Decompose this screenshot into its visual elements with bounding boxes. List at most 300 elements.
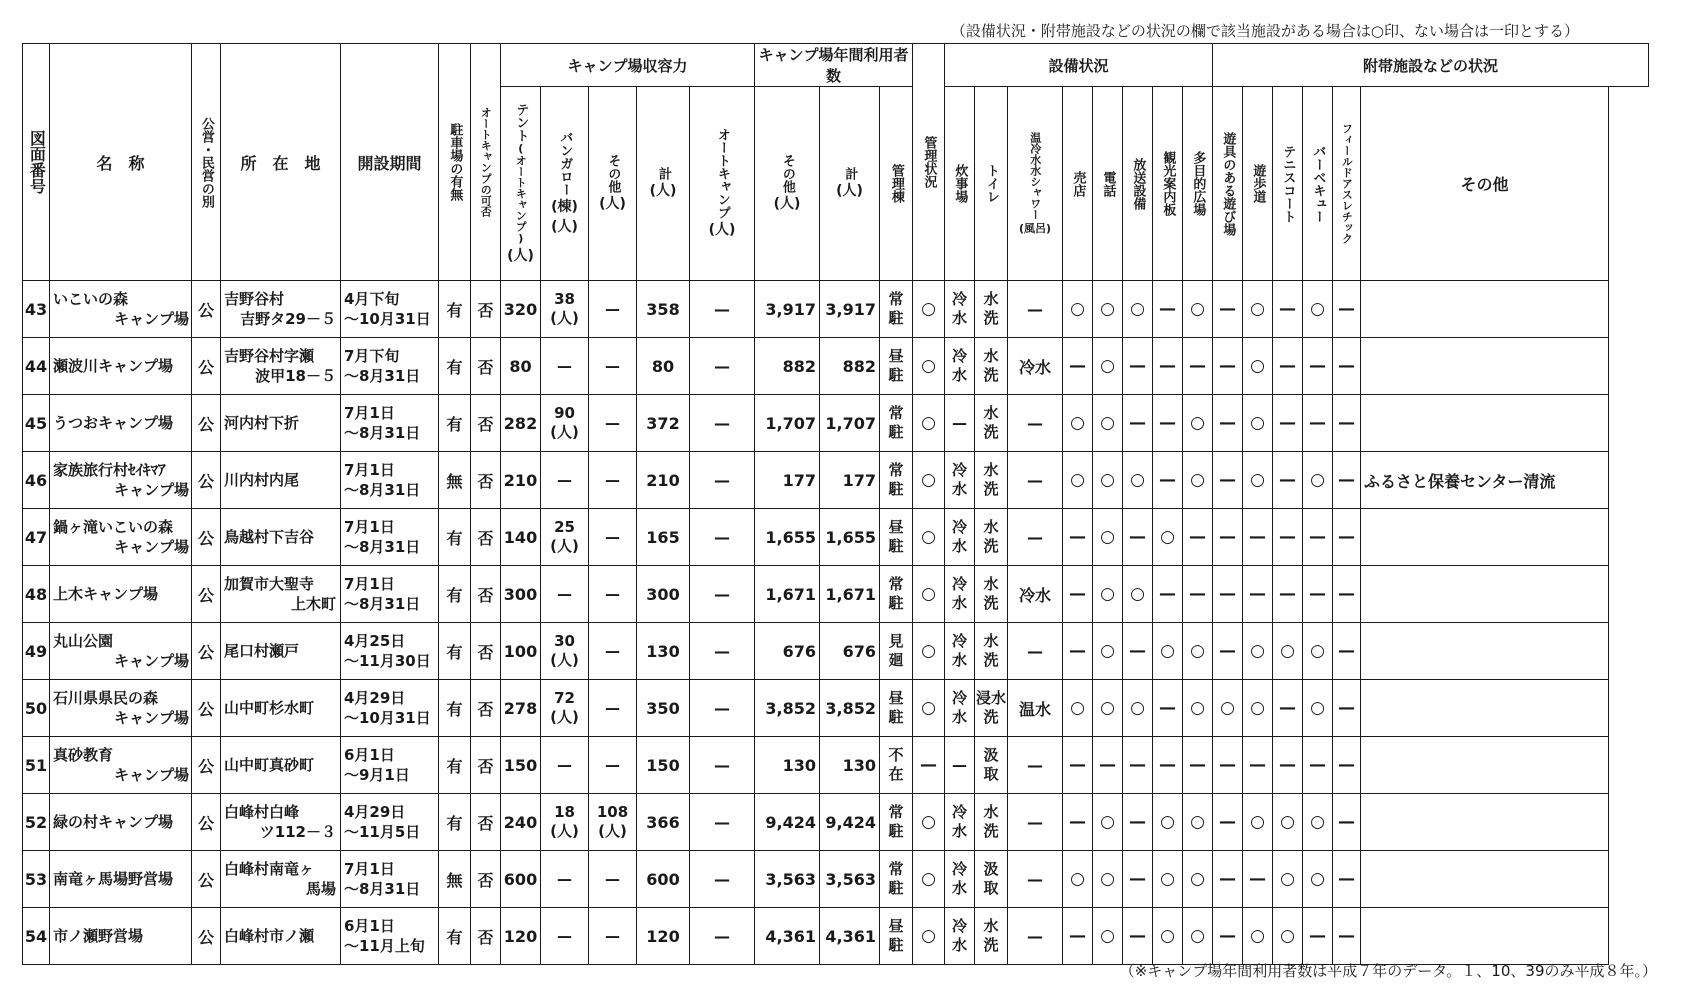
eq-phone-cell: ○ [1093,908,1123,965]
management-cell [880,509,913,566]
users-other-cell: 177 [755,452,820,509]
bungalow-capacity-cell-line: 30 [554,632,575,651]
bungalow-capacity-cell-line: — [557,356,572,375]
management-cell-line: 駐 [888,594,904,612]
bungalow-capacity-cell-line: — [557,470,572,489]
users-total-cell: 3,852 [820,680,880,737]
name-cell [50,281,192,338]
at-plaza-cell: ○ [1183,623,1213,680]
at-play-cell: ○ [1213,680,1243,737]
eq-toilet-cell [975,851,1008,908]
at-tennis-cell: — [1273,737,1303,794]
table-row [23,794,1649,851]
at-tennis-cell: ○ [1273,794,1303,851]
header-eq-pa: 放送設備 [1123,87,1153,281]
management-cell-line: 駐 [888,423,904,441]
other-capacity-cell-line: 108 [596,803,629,822]
location-cell [221,623,341,680]
at-info-cell: — [1153,737,1183,794]
eq-kitchen-cell [945,509,975,566]
bungalow-capacity-cell-line: — [557,869,572,888]
period-cell-line: 4月29日 [344,802,406,821]
at-play-cell: — [1213,908,1243,965]
table-header [23,44,1649,281]
at-play-cell: — [1213,509,1243,566]
at-athletic-cell: — [1333,794,1361,851]
eq-toilet-cell [975,794,1008,851]
location-cell-line: 吉野谷村字瀬 [224,346,315,365]
at-athletic-cell: — [1333,509,1361,566]
parking-cell: 無 [439,452,471,509]
total-capacity-cell: 165 [637,509,690,566]
eq-toilet-cell-line: 汲 [983,860,999,879]
eq-phone-cell: ○ [1093,395,1123,452]
header-eq-kitchen: 炊事場 [945,87,975,281]
eq-shop-cell: — [1063,566,1093,623]
header-at-bbq: バーベキュー [1303,87,1333,281]
location-cell-line: ツ112－３ [259,823,336,841]
at-play-cell: — [1213,737,1243,794]
map-no-cell: 51 [23,737,50,794]
users-total-cell: 3,563 [820,851,880,908]
eq-pa-cell: ○ [1123,281,1153,338]
name-cell [50,680,192,737]
at-tennis-cell: — [1273,680,1303,737]
eq-shop-cell: — [1063,509,1093,566]
header-at-other: その他 [1361,87,1609,281]
period-cell [341,566,439,623]
management-cell [880,281,913,338]
name-cell [50,509,192,566]
public-private-cell: 公 [192,395,221,452]
users-total-cell: 676 [820,623,880,680]
period-cell-line: ～10月31日 [344,709,431,727]
eq-toilet-cell-line: 水 [983,290,999,309]
management-cell [880,851,913,908]
at-tennis-cell: — [1273,281,1303,338]
management-cell-line: 駐 [888,822,904,840]
management-cell-line: 昼 [888,689,904,708]
parking-cell: 有 [439,281,471,338]
location-cell [221,737,341,794]
autocamp-cell: 否 [471,566,501,623]
period-cell [341,794,439,851]
management-cell [880,338,913,395]
at-plaza-cell: ○ [1183,395,1213,452]
period-cell [341,509,439,566]
at-path-cell: ○ [1243,623,1273,680]
eq-phone-cell: ○ [1093,281,1123,338]
at-other-cell [1361,908,1609,965]
users-auto-cell: — [690,281,755,338]
at-bbq-cell: ○ [1303,452,1333,509]
name-cell-line: 鍋ヶ滝いこいの森 [53,517,174,536]
total-capacity-cell: 358 [637,281,690,338]
total-capacity-cell: 210 [637,452,690,509]
other-capacity-cell [589,338,637,395]
table-row [23,680,1649,737]
eq-kitchen-cell-line: 水 [952,594,968,612]
other-capacity-cell-line: — [605,755,620,774]
eq-toilet-cell-line: 水 [983,461,999,480]
eq-pa-cell: — [1123,509,1153,566]
at-plaza-cell: ○ [1183,680,1213,737]
eq-kitchen-cell-line: 冷 [952,461,968,480]
at-athletic-cell: — [1333,737,1361,794]
public-private-cell: 公 [192,851,221,908]
users-auto-cell: — [690,509,755,566]
at-play-cell: — [1213,395,1243,452]
tent-capacity-cell: 240 [501,794,541,851]
period-cell-line: 7月下旬 [344,346,400,365]
at-path-cell: ○ [1243,452,1273,509]
campsite-table [22,43,1649,965]
location-cell [221,566,341,623]
eq-pa-cell: — [1123,737,1153,794]
at-bbq-cell: ○ [1303,281,1333,338]
location-cell-line: 山中町真砂町 [224,755,315,774]
period-cell-line: ～11月5日 [344,823,421,841]
eq-kitchen-cell-line: 水 [952,309,968,327]
parking-cell: 有 [439,794,471,851]
at-info-cell: — [1153,566,1183,623]
map-no-cell: 50 [23,680,50,737]
autocamp-cell: 否 [471,851,501,908]
at-path-cell: — [1243,566,1273,623]
period-cell-line: ～8月31日 [344,424,421,442]
period-cell-line: 7月1日 [344,460,395,479]
users-other-cell: 1,655 [755,509,820,566]
eq-toilet-cell-line: 水 [983,803,999,822]
tent-capacity-cell: 600 [501,851,541,908]
users-other-cell: 9,424 [755,794,820,851]
name-cell-line: キャンプ場 [113,310,189,328]
eq-office-cell: ○ [913,794,945,851]
eq-phone-cell: ○ [1093,452,1123,509]
eq-pa-cell: — [1123,908,1153,965]
table-row [23,623,1649,680]
at-other-cell [1361,281,1609,338]
at-play-cell: — [1213,566,1243,623]
location-cell-line: 波甲18－５ [255,367,336,385]
total-capacity-cell: 150 [637,737,690,794]
eq-kitchen-cell-line: 水 [952,366,968,384]
total-capacity-cell: 130 [637,623,690,680]
eq-kitchen-cell [945,623,975,680]
at-bbq-cell: ○ [1303,680,1333,737]
at-plaza-cell: ○ [1183,908,1213,965]
location-cell-line: 吉野谷村 [224,289,285,308]
tent-capacity-cell: 282 [501,395,541,452]
other-capacity-cell-line: — [605,926,620,945]
eq-kitchen-cell-line: 冷 [952,917,968,936]
at-plaza-cell: — [1183,566,1213,623]
period-cell-line: ～9月1日 [344,766,410,784]
other-capacity-cell [589,737,637,794]
eq-shop-cell: ○ [1063,851,1093,908]
bungalow-capacity-cell [541,509,589,566]
eq-toilet-cell [975,395,1008,452]
other-capacity-cell [589,281,637,338]
management-cell-line: 駐 [888,936,904,954]
bungalow-capacity-cell [541,680,589,737]
bungalow-capacity-cell [541,794,589,851]
eq-kitchen-cell-line: 冷 [952,632,968,651]
management-cell-line: 廻 [888,651,904,669]
management-cell-line: 常 [888,803,904,822]
at-athletic-cell: — [1333,395,1361,452]
total-capacity-cell: 366 [637,794,690,851]
management-cell [880,908,913,965]
at-tennis-cell: — [1273,452,1303,509]
eq-toilet-cell [975,908,1008,965]
users-total-cell: 130 [820,737,880,794]
users-total-cell: 9,424 [820,794,880,851]
eq-toilet-cell [975,680,1008,737]
eq-shower-cell: — [1008,509,1063,566]
location-cell-line: 白峰村市ノ瀬 [224,926,315,945]
eq-phone-cell: ○ [1093,566,1123,623]
eq-shower-cell: — [1008,908,1063,965]
other-capacity-cell-line: — [605,698,620,717]
map-no-cell: 45 [23,395,50,452]
tent-capacity-cell: 300 [501,566,541,623]
at-plaza-cell: ○ [1183,281,1213,338]
eq-shop-cell: ○ [1063,395,1093,452]
location-cell-line: 加賀市大聖寺 [224,574,315,593]
period-cell-line: ～8月31日 [344,538,421,556]
eq-kitchen-cell-line: 冷 [952,347,968,366]
header-eq-phone: 電話 [1093,87,1123,281]
name-cell-line: 丸山公園 [53,631,114,650]
at-path-cell: ○ [1243,908,1273,965]
eq-toilet-cell-line: 浸水洗 [976,689,1007,726]
name-cell-line: キャンプ場 [113,481,189,499]
other-capacity-cell [589,908,637,965]
eq-phone-cell: ○ [1093,680,1123,737]
eq-shower-cell: 冷水 [1008,338,1063,395]
total-capacity-cell: 350 [637,680,690,737]
eq-office-cell: ○ [913,680,945,737]
eq-toilet-cell-line: 水 [983,518,999,537]
name-cell-line: キャンプ場 [113,652,189,670]
public-private-cell: 公 [192,680,221,737]
name-cell [50,737,192,794]
autocamp-cell: 否 [471,623,501,680]
other-capacity-cell [589,794,637,851]
autocamp-cell: 否 [471,794,501,851]
at-other-cell [1361,509,1609,566]
parking-cell: 有 [439,338,471,395]
table-row [23,395,1649,452]
at-path-cell: — [1243,509,1273,566]
at-path-cell: ○ [1243,794,1273,851]
eq-shower-cell: — [1008,794,1063,851]
header-cap-tent: テント (オートキャンプ) (人) [501,87,541,281]
at-path-cell: ○ [1243,338,1273,395]
eq-shower-cell: — [1008,851,1063,908]
eq-toilet-cell-line: 洗 [983,822,999,840]
name-cell-line: 南竜ヶ馬場野営場 [53,869,174,888]
management-cell-line: 駐 [888,879,904,897]
public-private-cell: 公 [192,908,221,965]
period-cell [341,908,439,965]
tent-capacity-cell: 150 [501,737,541,794]
bungalow-capacity-cell-line: (人) [550,651,579,669]
users-other-cell: 4,361 [755,908,820,965]
users-auto-cell: — [690,737,755,794]
name-cell-line: 石川県県民の森 [53,688,159,707]
eq-kitchen-cell-line: 冷 [952,290,968,309]
table-row [23,851,1649,908]
other-capacity-cell-line: (人) [598,822,627,840]
period-cell-line: 4月29日 [344,688,406,707]
at-info-cell: ○ [1153,908,1183,965]
header-capacity-group: キャンプ場収容力 [501,44,755,87]
at-other-cell [1361,737,1609,794]
period-cell-line: ～11月30日 [344,652,431,670]
location-cell [221,794,341,851]
users-other-cell: 1,671 [755,566,820,623]
eq-shop-cell: — [1063,623,1093,680]
period-cell [341,281,439,338]
bungalow-capacity-cell-line: 72 [554,689,575,708]
name-cell [50,566,192,623]
tent-capacity-cell: 120 [501,908,541,965]
management-cell-line: 常 [888,461,904,480]
other-capacity-cell [589,395,637,452]
at-path-cell: — [1243,851,1273,908]
at-plaza-cell: ○ [1183,452,1213,509]
bungalow-capacity-cell [541,395,589,452]
eq-office-cell: ○ [913,851,945,908]
other-capacity-cell-line: — [605,869,620,888]
eq-toilet-cell-line: 水 [983,404,999,423]
at-athletic-cell: — [1333,908,1361,965]
eq-kitchen-cell [945,908,975,965]
eq-kitchen-cell [945,680,975,737]
location-cell-line: 鳥越村下吉谷 [224,527,315,546]
autocamp-cell: 否 [471,395,501,452]
eq-kitchen-cell [945,452,975,509]
at-tennis-cell: ○ [1273,908,1303,965]
location-cell-line: 白峰村南竜ヶ [224,859,315,878]
eq-toilet-cell [975,623,1008,680]
eq-toilet-cell-line: 水 [983,917,999,936]
parking-cell: 有 [439,737,471,794]
eq-pa-cell: ○ [1123,680,1153,737]
period-cell-line: 6月1日 [344,745,395,764]
eq-shop-cell: ○ [1063,452,1093,509]
at-info-cell: — [1153,680,1183,737]
at-tennis-cell: ○ [1273,851,1303,908]
table-row [23,908,1649,965]
eq-toilet-cell [975,452,1008,509]
autocamp-cell: 否 [471,908,501,965]
eq-shop-cell: ○ [1063,680,1093,737]
name-cell-line: 緑の村キャンプ場 [53,812,174,831]
at-bbq-cell: — [1303,566,1333,623]
header-location: 所 在 地 [221,44,341,281]
eq-shower-cell: 温水 [1008,680,1063,737]
bungalow-capacity-cell-line: (人) [550,423,579,441]
at-tennis-cell: — [1273,338,1303,395]
header-at-play: 遊具のある遊び場 [1213,87,1243,281]
eq-toilet-cell-line: 取 [983,879,999,897]
at-other-cell [1361,338,1609,395]
bungalow-capacity-cell-line: 18 [554,803,575,822]
eq-toilet-cell [975,737,1008,794]
at-path-cell: ○ [1243,680,1273,737]
eq-shower-cell: — [1008,623,1063,680]
period-cell-line: ～8月31日 [344,481,421,499]
bungalow-capacity-cell [541,737,589,794]
header-at-athletic: フィールドアスレチック [1333,87,1361,281]
map-no-cell: 52 [23,794,50,851]
management-cell [880,623,913,680]
eq-toilet-cell-line: 洗 [983,480,999,498]
at-other-cell [1361,395,1609,452]
at-athletic-cell: — [1333,566,1361,623]
map-no-cell: 48 [23,566,50,623]
header-at-info: 観光案内板 [1153,87,1183,281]
total-capacity-cell: 372 [637,395,690,452]
bungalow-capacity-cell-line: — [557,926,572,945]
header-at-tennis: テニスコート [1273,87,1303,281]
bungalow-capacity-cell [541,623,589,680]
table-body [23,281,1649,965]
total-capacity-cell: 80 [637,338,690,395]
management-cell [880,566,913,623]
users-auto-cell: — [690,566,755,623]
eq-pa-cell: — [1123,395,1153,452]
at-play-cell: — [1213,851,1243,908]
other-capacity-cell [589,851,637,908]
users-auto-cell: — [690,908,755,965]
period-cell-line: 4月25日 [344,631,406,650]
at-plaza-cell: ○ [1183,794,1213,851]
at-athletic-cell: — [1333,281,1361,338]
at-tennis-cell: — [1273,509,1303,566]
eq-office-cell: ○ [913,566,945,623]
eq-toilet-cell-line: 洗 [983,423,999,441]
at-other-cell [1361,680,1609,737]
autocamp-cell: 否 [471,452,501,509]
tent-capacity-cell: 278 [501,680,541,737]
eq-pa-cell: ○ [1123,452,1153,509]
location-cell-line: 尾口村瀬戸 [224,641,300,660]
eq-shower-cell: — [1008,281,1063,338]
at-info-cell: — [1153,281,1183,338]
other-capacity-cell [589,680,637,737]
management-cell-line: 駐 [888,537,904,555]
eq-kitchen-cell-line: 冷 [952,689,968,708]
autocamp-cell: 否 [471,338,501,395]
parking-cell: 有 [439,623,471,680]
header-users-other: その他 (人) [755,87,820,281]
public-private-cell: 公 [192,509,221,566]
period-cell-line: ～8月31日 [344,367,421,385]
tent-capacity-cell: 100 [501,623,541,680]
management-cell-line: 常 [888,860,904,879]
name-cell-line: キャンプ場 [113,709,189,727]
at-tennis-cell: ○ [1273,623,1303,680]
at-plaza-cell: ○ [1183,851,1213,908]
bungalow-capacity-cell-line: (人) [550,309,579,327]
table-row [23,281,1649,338]
period-cell-line: 6月1日 [344,916,395,935]
eq-shop-cell: — [1063,794,1093,851]
